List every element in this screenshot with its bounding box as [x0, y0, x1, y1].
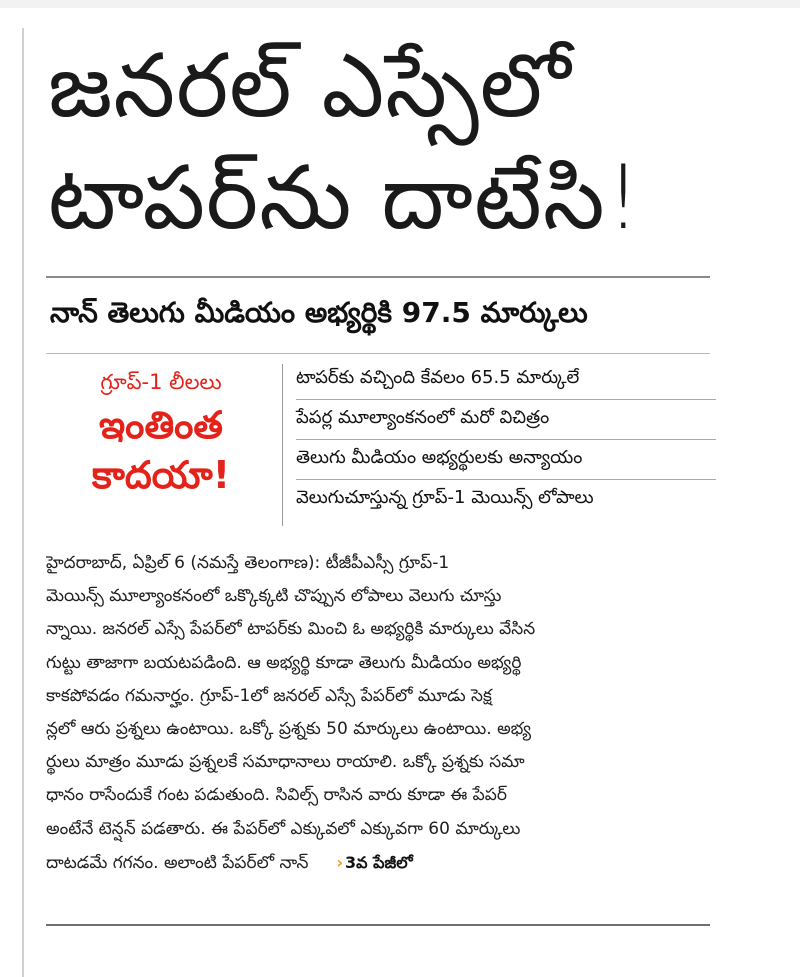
article-end-rule	[46, 924, 710, 926]
headline	[48, 30, 728, 254]
body-line: అంటేనే టెన్షన్ పడతారు. ఈ పేపర్‌లో ఎక్కువలో ఎక్కువగా 60 మార్కులు	[46, 818, 521, 839]
kicker-top: గ్రూప్-1 లీలలు	[100, 370, 222, 394]
headline-rule	[46, 276, 710, 278]
body-line: న్లలో ఆరు ప్రశ్నలు ఉంటాయి. ఒక్కో ప్రశ్నకు 50 మార్కులు ఉంటాయి. అభ్య	[46, 719, 532, 740]
highlight-item: టాపర్‌కు వచ్చింది కేవలం 65.5 మార్కులే	[296, 360, 716, 400]
body-line: గుట్టు తాజాగా బయటపడింది. ఆ అభ్యర్థి కూడా తెలుగు మీడియం అభ్యర్థి	[46, 652, 522, 673]
kicker-line-1: ఇంతింత	[99, 403, 223, 447]
highlight-item: వెలుగుచూస్తున్న గ్రూప్-1 మెయిన్స్ లోపాలు	[296, 487, 594, 508]
highlight-item: తెలుగు మీడియం అభ్యర్థులకు అన్యాయం	[296, 440, 716, 480]
headline-line-2: టాపర్‌ను దాటేసి!	[48, 146, 642, 249]
kicker-box	[50, 364, 272, 500]
column-rule	[22, 28, 24, 977]
chevron-right-icon: ›	[336, 852, 344, 872]
article-body	[46, 547, 714, 880]
body-line-last	[46, 846, 714, 880]
kicker-divider	[282, 364, 283, 526]
subhead-rule	[46, 353, 710, 354]
subheadline: నాన్ తెలుగు మీడియం అభ్యర్థికి 97.5 మార్కులు	[50, 296, 588, 329]
body-line: మెయిన్స్ మూల్యాంకనంలో ఒక్కొక్కటి చొప్పున లోపాలు వెలుగు చూస్తు	[46, 586, 502, 607]
top-strip	[0, 0, 800, 8]
continued-label: 3వ పేజీలో	[345, 852, 413, 872]
body-line: కాకపోవడం గమనార్హం. గ్రూప్-1లో జనరల్ ఎస్సే పేపర్‌లో మూడు సెక్ష	[46, 685, 492, 706]
highlight-item: పేపర్ల మూల్యాంకనంలో మరో విచిత్రం	[296, 400, 716, 440]
body-line: ధానం రాసేందుకే గంట పడుతుంది. సివిల్స్ రాసిన వారు కూడా ఈ పేపర్	[46, 785, 507, 806]
body-line: ర్థులు మాత్రం మూడు ప్రశ్నలకే సమాధానాలు రాయాలి. ఒక్కో ప్రశ్నకు సమా	[46, 752, 525, 773]
headline-line-1: జనరల్ ఎస్సేలో	[48, 34, 572, 137]
kicker-line-2: కాదయా!	[91, 453, 231, 497]
body-line: న్నాయి. జనరల్ ఎస్సే పేపర్‌లో టాపర్‌కు మించి ఓ అభ్యర్థికి మార్కులు వేసిన	[46, 619, 536, 640]
body-line-text: దాటడమే గగనం. అలాంటి పేపర్‌లో నాన్	[46, 852, 309, 873]
next-article-headline-cropped	[48, 940, 728, 977]
body-line: హైదరాబాద్, ఏప్రిల్ 6 (నమస్తే తెలంగాణ): టీజీపీఎస్సీ గ్రూప్-1	[46, 553, 450, 573]
continued-on-page-link[interactable]	[336, 846, 412, 879]
highlights-list	[296, 360, 716, 520]
